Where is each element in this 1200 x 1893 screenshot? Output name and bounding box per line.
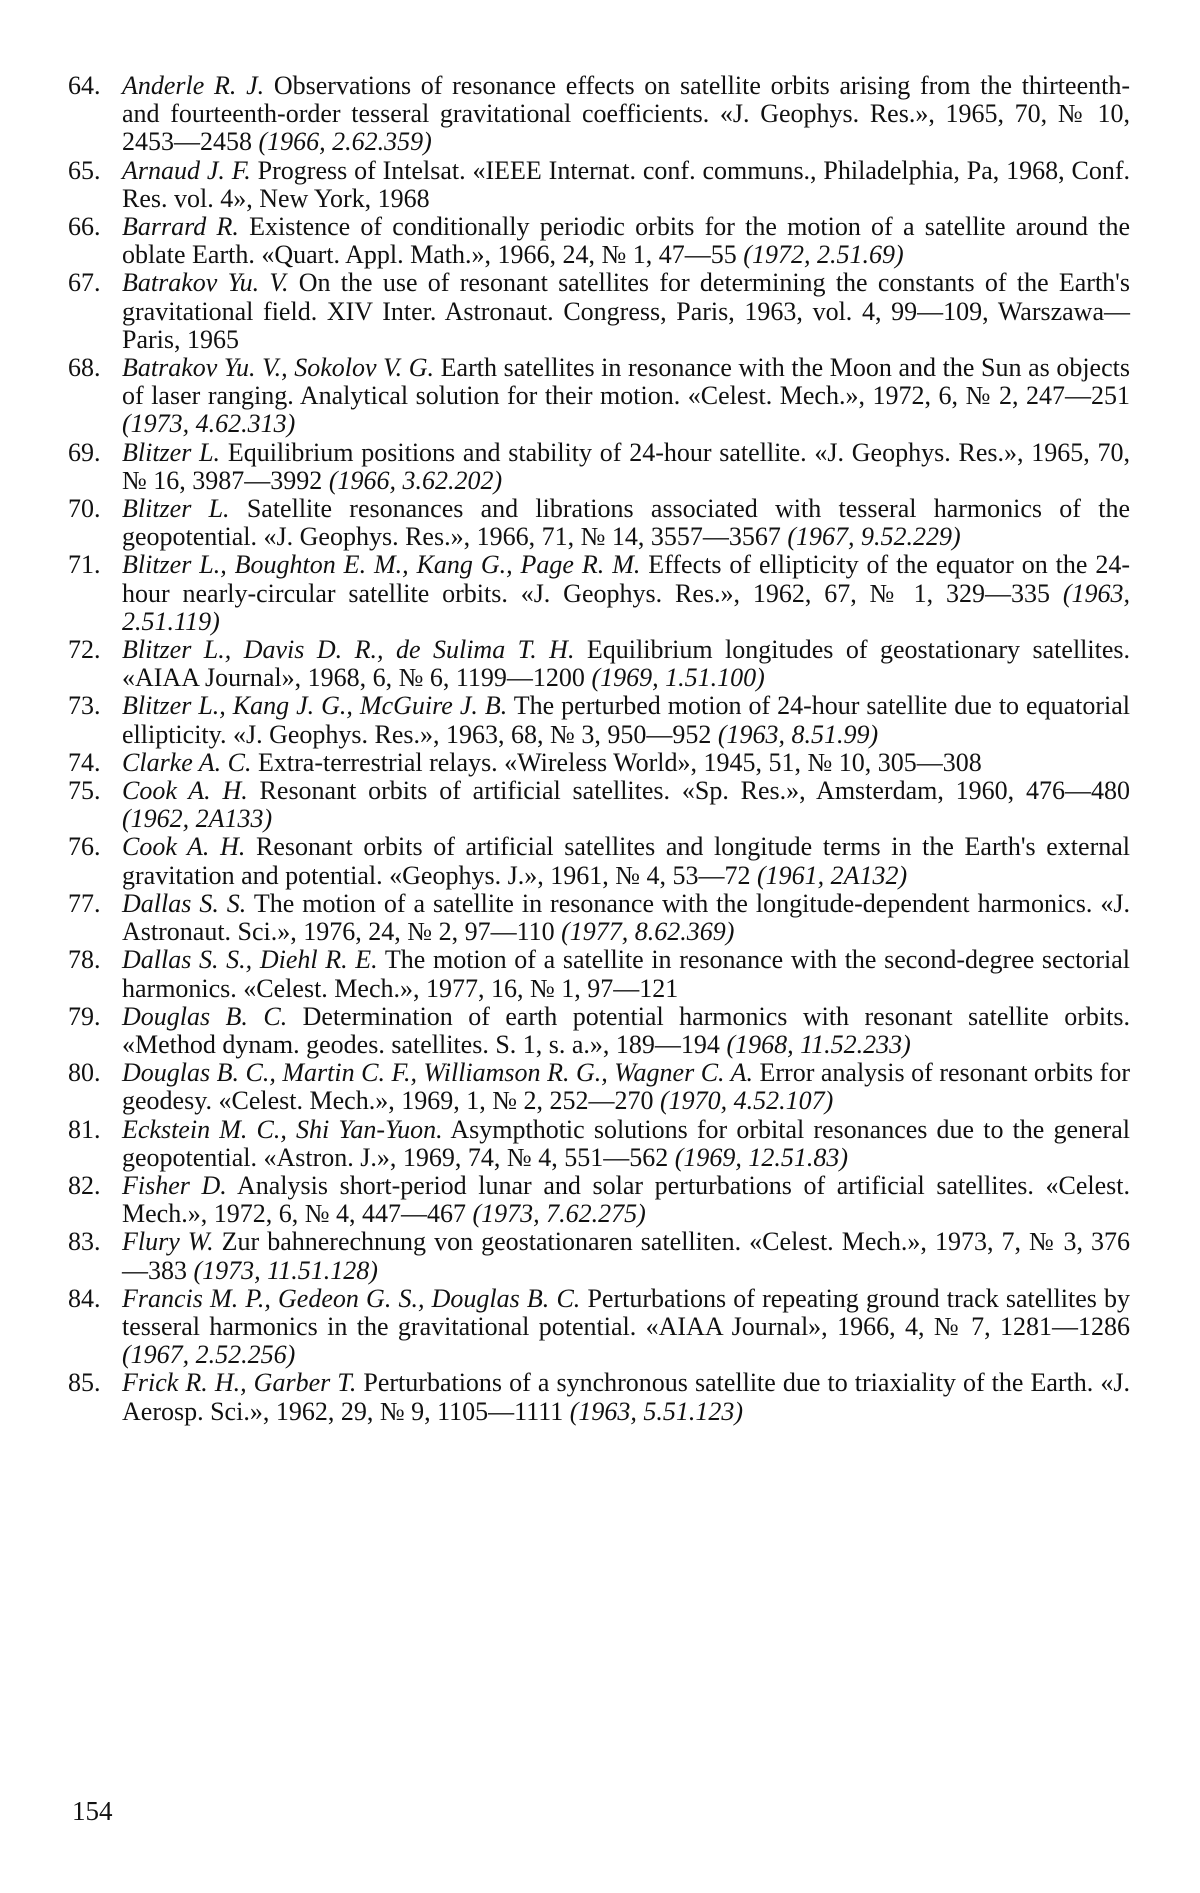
reference-abstract-cite: (1966, 3.62.202) [328, 465, 503, 495]
reference-author: Douglas B. C., Martin C. F., Williamson R. G., Wagner C. A. [122, 1058, 753, 1088]
reference-author: Douglas B. C. [122, 1001, 288, 1031]
reference-number: 80. [68, 1058, 101, 1088]
reference-number: 70. [68, 494, 101, 524]
reference-abstract-cite: (1973, 4.62.313) [122, 409, 296, 439]
reference-author: Flury W. [122, 1227, 214, 1257]
reference-number: 82. [68, 1170, 101, 1200]
reference-entry [68, 692, 1130, 748]
reference-text: Analysis short-period lunar and solar perturbations of artificial satellites. «Celest. Mech.», 1972, 6, № 4, 447—467 [122, 1170, 1130, 1229]
reference-text: The perturbed motion of 24-hour satellite due to equatorial ellipticity. «J. Geophys. Res.», 1963, 68, № 3, 950—952 [122, 691, 1130, 749]
reference-author: Cook A. H. [122, 832, 246, 862]
reference-number: 77. [68, 888, 101, 918]
reference-number: 85. [68, 1368, 101, 1398]
reference-author: Blitzer L., Boughton E. M., Kang G., Page R. M. [122, 550, 641, 580]
reference-author: Clarke A. C. [122, 747, 252, 777]
reference-text: Perturbations of repeating ground track satellites by tesseral harmonics in the gravitational potential. «AIAA Journal», 1966, 4, № 7, 1281—1286 [122, 1283, 1131, 1341]
reference-author: Batrakov Yu. V., Sokolov V. G. [122, 353, 435, 383]
reference-text: Resonant orbits of artificial satellites. «Sp. Res.», Amsterdam, 1960, 476—480 [247, 776, 1130, 806]
reference-author: Blitzer L. [122, 494, 230, 524]
reference-entry [68, 269, 1130, 354]
reference-list [68, 72, 1130, 1426]
reference-author: Barrard R. [122, 212, 239, 242]
reference-text: Existence of conditionally periodic orbits for the motion of a satellite around the oblate Earth. «Quart. Appl. Math.», 1966, 24, № 1, 47—55 [122, 212, 1130, 270]
reference-author: Fisher D. [122, 1170, 227, 1200]
reference-author: Arnaud J. F. [122, 155, 251, 185]
reference-number: 69. [68, 437, 101, 467]
reference-entry [68, 1285, 1130, 1370]
reference-number: 84. [68, 1283, 101, 1313]
reference-abstract-cite: (1962, 2A133) [122, 804, 273, 834]
reference-number: 68. [68, 353, 101, 383]
reference-number: 76. [68, 832, 101, 862]
reference-text: Asympthotic solutions for orbital resonances due to the general geopotential. «Astron. J.», 1969, 74, № 4, 551—562 [122, 1114, 1130, 1172]
reference-author: Dallas S. S. [122, 888, 247, 918]
reference-number: 81. [68, 1114, 101, 1144]
reference-text: Equilibrium positions and stability of 24-hour satellite. «J. Geophys. Res.», 1965, 70, № 16, 3987—3992 [122, 437, 1131, 495]
reference-entry [68, 1003, 1130, 1059]
reference-entry [68, 551, 1130, 636]
reference-entry [68, 1116, 1130, 1172]
reference-number: 83. [68, 1227, 101, 1257]
reference-abstract-cite: (1970, 4.52.107) [660, 1086, 834, 1116]
reference-text: Progress of Intelsat. «IEEE Internat. conf. communs., Philadelphia, Pa, 1968, Conf. Res. vol. 4», New York, 1968 [122, 155, 1130, 213]
reference-abstract-cite: (1967, 2.52.256) [122, 1340, 296, 1370]
reference-author: Batrakov Yu. V. [122, 268, 289, 298]
reference-text: Observations of resonance effects on satellite orbits arising from the thirteenth- and fourteenth-order tesseral gravitational coefficients. «J. Geophys. Res.», 1965, 70, № 10, 2453—2458 [122, 71, 1130, 157]
reference-abstract-cite: (1972, 2.51.69) [743, 240, 904, 270]
reference-author: Blitzer L. [122, 437, 221, 467]
reference-abstract-cite: (1969, 1.51.100) [591, 663, 765, 693]
reference-text: Satellite resonances and librations associated with tesseral harmonics of the geopotential. «J. Geophys. Res.», 1966, 71, № 14, 3557—3567 [122, 494, 1130, 552]
reference-text: Resonant orbits of artificial satellites and longitude terms in the Earth's external gravitation and potential. «Geophys. J.», 1961, № 4, 53—72 [122, 832, 1130, 890]
reference-author: Frick R. H., Garber T. [122, 1368, 357, 1398]
reference-abstract-cite: (1963, 5.51.123) [569, 1396, 744, 1426]
reference-entry [68, 1228, 1130, 1284]
reference-text: The motion of a satellite in resonance with the longitude-dependent harmonics. «J. Astronaut. Sci.», 1976, 24, № 2, 97—110 [122, 888, 1131, 947]
reference-entry [68, 749, 1130, 777]
reference-text: The motion of a satellite in resonance with the second-degree sectorial harmonics. «Celest. Mech.», 1977, 16, № 1, 97—121 [122, 945, 1130, 1003]
reference-entry [68, 157, 1130, 213]
reference-text: Extra-terrestrial relays. «Wireless World», 1945, 51, № 10, 305—308 [251, 747, 982, 777]
reference-entry [68, 833, 1130, 889]
reference-entry [68, 213, 1130, 269]
reference-text: Effects of ellipticity of the equator on the 24-hour nearly-circular satellite orbits. «J. Geophys. Res.», 1962, 67, № 1, 329—335 [122, 550, 1130, 608]
reference-number: 73. [68, 691, 101, 721]
reference-text: Zur bahnerechnung von geostationaren satelliten. «Celest. Mech.», 1973, 7, № 3, 376—383 [122, 1227, 1130, 1285]
reference-abstract-cite: (1963, 2.51.119) [122, 578, 1130, 636]
reference-abstract-cite: (1977, 8.62.369) [561, 917, 735, 947]
reference-text: Error analysis of resonant orbits for geodesy. «Celest. Mech.», 1969, 1, № 2, 252—270 [122, 1058, 1130, 1116]
reference-text: Equilibrium longitudes of geostationary satellites. «AIAA Journal», 1968, 6, № 6, 1199—1200 [122, 635, 1130, 693]
reference-number: 78. [68, 945, 101, 975]
reference-number: 65. [68, 155, 101, 185]
reference-text: Determination of earth potential harmonics with resonant satellite orbits. «Method dynam. geodes. satellites. S. 1, s. a.», 189—194 [122, 1001, 1130, 1059]
reference-author: Francis M. P., Gedeon G. S., Douglas B. C. [122, 1283, 581, 1313]
reference-text: On the use of resonant satellites for determining the constants of the Earth's gravitational field. XIV Inter. Astronaut. Congress, Paris, 1963, vol. 4, 99—109, Warszawa—Paris, 1965 [122, 268, 1130, 354]
reference-abstract-cite: (1973, 11.51.128) [193, 1255, 378, 1285]
reference-entry [68, 636, 1130, 692]
reference-author: Dallas S. S., Diehl R. E. [122, 945, 378, 975]
reference-text: Perturbations of a synchronous satellite due to triaxiality of the Earth. «J. Aerosp. Sci.», 1962, 29, № 9, 1105—1111 [122, 1368, 1130, 1426]
reference-number: 64. [68, 71, 101, 100]
reference-entry [68, 72, 1130, 157]
reference-entry [68, 439, 1130, 495]
reference-entry [68, 777, 1130, 833]
reference-entry [68, 946, 1130, 1002]
reference-number: 67. [68, 268, 101, 298]
reference-author: Eckstein M. C., Shi Yan-Yuon. [122, 1114, 443, 1144]
reference-abstract-cite: (1963, 8.51.99) [717, 719, 879, 749]
reference-author: Blitzer L., Kang J. G., McGuire J. B. [122, 691, 508, 721]
reference-page [68, 72, 1130, 1426]
page-number: 154 [72, 1796, 113, 1826]
reference-abstract-cite: (1961, 2A132) [757, 860, 908, 890]
reference-abstract-cite: (1968, 11.52.233) [726, 1029, 911, 1059]
reference-abstract-cite: (1973, 7.62.275) [472, 1199, 646, 1229]
reference-author: Blitzer L., Davis D. R., de Sulima T. H. [122, 635, 575, 665]
reference-author: Anderle R. J. [122, 71, 265, 100]
reference-number: 71. [68, 550, 101, 580]
reference-entry [68, 890, 1130, 946]
reference-abstract-cite: (1969, 12.51.83) [674, 1142, 849, 1172]
reference-number: 72. [68, 635, 101, 665]
reference-entry [68, 1172, 1130, 1228]
reference-entry [68, 495, 1130, 551]
reference-author: Cook A. H. [122, 776, 248, 806]
reference-abstract-cite: (1966, 2.62.359) [258, 127, 432, 157]
reference-number: 75. [68, 776, 101, 806]
reference-entry [68, 354, 1130, 439]
reference-text: Earth satellites in resonance with the Moon and the Sun as objects of laser ranging. Analytical solution for their motion. «Celest. Mech.», 1972, 6, № 2, 247—251 [122, 353, 1130, 411]
reference-number: 74. [68, 747, 101, 777]
reference-number: 66. [68, 212, 101, 242]
reference-entry [68, 1369, 1130, 1425]
reference-number: 79. [68, 1001, 101, 1031]
reference-abstract-cite: (1967, 9.52.229) [787, 522, 961, 552]
reference-entry [68, 1059, 1130, 1115]
